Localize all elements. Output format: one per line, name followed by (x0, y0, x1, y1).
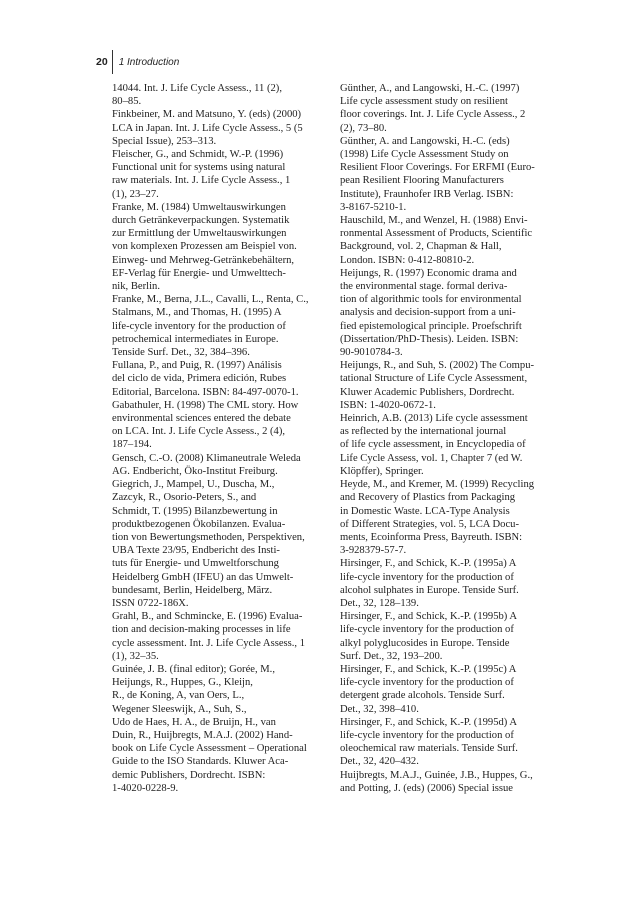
reference-line: oleochemical raw materials. Tenside Surf. (340, 743, 518, 755)
reference-line: Einweg- und Mehrweg-Getränkebehältern, (112, 254, 295, 266)
reference-line: Finkbeiner, M. and Matsuno, Y. (eds) (2000) (112, 109, 302, 121)
reference-entry (112, 663, 336, 795)
reference-line: of Different Strategies, vol. 5, LCA Docu- (340, 518, 519, 530)
reference-line: Günther, A. and Langowski, H.-C. (eds) (340, 135, 510, 147)
reference-line: on LCA. Int. J. Life Cycle Assess., 2 (4), (112, 426, 286, 438)
reference-line: Resilient Floor Coverings. For ERFMI (Euro- (340, 162, 535, 174)
reference-line: 90-9010784-3. (340, 347, 403, 359)
reference-line: Life cycle assessment study on resilient (340, 96, 508, 108)
reference-line: Grahl, B., and Schmincke, E. (1996) Evalua- (112, 611, 303, 623)
reference-entry (112, 610, 336, 663)
reference-line: AG. Endbericht, Öko-Institut Freiburg. (112, 465, 278, 477)
reference-line: (1), 23–27. (112, 188, 159, 200)
reference-entry (340, 663, 562, 716)
page-header (96, 49, 179, 75)
reference-line: in Domestic Waste. LCA-Type Analysis (340, 505, 510, 517)
right-column (340, 82, 562, 795)
reference-entry (112, 148, 336, 201)
reference-line: ISSN 0722-186X. (112, 597, 189, 609)
reference-line: ments, Ecoinforma Press, Bayreuth. ISBN: (340, 531, 523, 543)
reference-entry (112, 478, 336, 610)
reference-line: Guinée, J. B. (final editor); Gorée, M., (112, 663, 275, 675)
reference-line: Heyde, M., and Kremer, M. (1999) Recycling (340, 479, 535, 491)
reference-line: Tenside Surf. Det., 32, 384–396. (112, 347, 250, 359)
reference-line: life-cycle inventory for the production of (112, 320, 286, 332)
reference-line: Institute), Fraunhofer IRB Verlag. ISBN: (340, 188, 514, 200)
reference-line: alcohol sulphates in Europe. Tenside Surf. (340, 584, 519, 596)
reference-line: the environmental stage. formal deriva- (340, 281, 508, 293)
reference-line: Schmidt, T. (1995) Bilanzbewertung in (112, 505, 278, 517)
reference-line: floor coverings. Int. J. Life Cycle Assess., 2 (340, 109, 526, 121)
reference-entry (340, 557, 562, 610)
reference-line: Hirsinger, F., and Schick, K.-P. (1995d) A (340, 716, 518, 728)
reference-line: bundesamt, Berlin, Heidelberg, März. (112, 584, 273, 596)
reference-line: Kluwer Academic Publishers, Dordrecht. (340, 386, 515, 398)
reference-entry (112, 399, 336, 452)
reference-line: Franke, M. (1984) Umweltauswirkungen (112, 201, 286, 213)
reference-line: 14044. Int. J. Life Cycle Assess., 11 (2), (112, 83, 282, 94)
reference-line: Stalmans, M., and Thomas, H. (1995) A (112, 307, 282, 319)
reference-line: durch Getränkeverpackungen. Systematik (112, 215, 290, 227)
reference-line: (Dissertation/PhD-Thesis). Leiden. ISBN: (340, 333, 519, 345)
reference-entry (340, 135, 562, 214)
reference-line: Guide to the ISO Standards. Kluwer Aca- (112, 756, 289, 768)
reference-line: Special Issue), 253–313. (112, 135, 217, 147)
page-number: 20 (96, 56, 108, 68)
reference-line: as reflected by the international journal (340, 426, 507, 438)
running-head: 1 Introduction (118, 56, 180, 68)
reference-line: tational Structure of Life Cycle Assessment, (340, 373, 528, 385)
reference-entry (112, 82, 336, 108)
reference-entry (112, 293, 336, 359)
reference-line: R., de Koning, A, van Oers, L., (112, 690, 245, 702)
reference-line: Franke, M., Berna, J.L., Cavalli, L., Renta, C., (112, 294, 309, 306)
reference-line: and Potting, J. (eds) (2006) Special issue (340, 782, 514, 794)
reference-line: Giegrich, J., Mampel, U., Duscha, M., (112, 479, 275, 491)
reference-line: Fullana, P., and Puig, R. (1997) Análisis (112, 360, 282, 372)
reference-entry (340, 214, 562, 267)
reference-line: Heinrich, A.B. (2013) Life cycle assessment (340, 413, 528, 425)
reference-line: Gabathuler, H. (1998) The CML story. How (112, 399, 299, 411)
reference-line: Background, vol. 2, Chapman & Hall, (340, 241, 502, 253)
reference-line: Wegener Sleeswijk, A., Suh, S., (112, 703, 247, 715)
reference-line: Surf. Det., 32, 193–200. (340, 650, 443, 662)
reference-line: Klöpffer), Springer. (340, 465, 424, 477)
reference-line: Hirsinger, F., and Schick, K.-P. (1995b) A (340, 611, 518, 623)
reference-entry (340, 610, 562, 663)
reference-line: life-cycle inventory for the production of (340, 729, 514, 741)
reference-line: Functional unit for systems using natural (112, 162, 286, 174)
reference-line: tuts für Energie- und Umweltforschung (112, 558, 279, 570)
reference-line: 1-4020-0228-9. (112, 782, 179, 794)
reference-line: Life Cycle Assess, vol. 1, Chapter 7 (ed W. (340, 452, 523, 464)
reference-line: Günther, A., and Langowski, H.-C. (1997) (340, 83, 520, 94)
reference-line: ronmental Assessment of Products, Scientific (340, 228, 533, 240)
reference-entry (340, 82, 562, 135)
reference-entry (340, 267, 562, 359)
reference-line: (2), 73–80. (340, 122, 387, 134)
reference-line: environmental sciences entered the debate (112, 413, 291, 425)
reference-line: Udo de Haes, H. A., de Bruijn, H., van (112, 716, 276, 728)
reference-line: tion von Bewertungsmethoden, Perspektiven, (112, 531, 305, 543)
reference-line: demic Publishers, Dordrecht. ISBN: (112, 769, 266, 781)
reference-line: Heidelberg GmbH (IFEU) an das Umwelt- (112, 571, 294, 583)
reference-line: Det., 32, 398–410. (340, 703, 419, 715)
reference-line: Hirsinger, F., and Schick, K.-P. (1995c) A (340, 663, 517, 675)
reference-entry (340, 359, 562, 412)
reference-line: Hirsinger, F., and Schick, K.-P. (1995a) A (340, 558, 517, 570)
reference-line: EF-Verlag für Energie- und Umwelttech- (112, 267, 286, 279)
reference-line: produktbezogenen Ökobilanzen. Evalua- (112, 518, 286, 530)
reference-line: Zazcyk, R., Osorio-Peters, S., and (112, 492, 257, 504)
left-column (112, 82, 336, 795)
reference-line: Heijungs, R., and Suh, S. (2002) The Compu- (340, 360, 535, 372)
reference-line: raw materials. Int. J. Life Cycle Assess., 1 (112, 175, 291, 187)
reference-entry (112, 201, 336, 293)
reference-line: Heijungs, R., Huppes, G., Kleijn, (112, 677, 253, 689)
reference-line: zur Ermittlung der Umweltauswirkungen (112, 228, 287, 240)
reference-line: 3-8167-5210-1. (340, 201, 407, 213)
header-divider (112, 50, 113, 74)
reference-entry (340, 478, 562, 557)
reference-line: analysis and decision-support from a uni- (340, 307, 516, 319)
reference-line: nik, Berlin. (112, 281, 160, 293)
reference-line: Fleischer, G., and Schmidt, W.-P. (1996) (112, 149, 284, 161)
reference-line: tion and decision-making processes in life (112, 624, 291, 636)
reference-line: Heijungs, R. (1997) Economic drama and (340, 267, 517, 279)
reference-entry (112, 108, 336, 148)
reference-line: fied epistemological principle. Proefschrift (340, 320, 522, 332)
reference-line: cycle assessment. Int. J. Life Cycle Assess., 1 (112, 637, 306, 649)
reference-line: 3-928379-57-7. (340, 545, 407, 557)
reference-entry (340, 769, 562, 795)
reference-line: Editorial, Barcelona. ISBN: 84-497-0070-1. (112, 386, 299, 398)
reference-line: 187–194. (112, 439, 152, 451)
reference-line: Det., 32, 128–139. (340, 597, 419, 609)
reference-line: Huijbregts, M.A.J., Guinée, J.B., Huppes, G., (340, 769, 533, 781)
reference-line: Det., 32, 420–432. (340, 756, 419, 768)
reference-line: life-cycle inventory for the production of (340, 571, 514, 583)
reference-line: Gensch, C.-O. (2008) Klimaneutrale Weleda (112, 452, 301, 464)
reference-line: (1), 32–35. (112, 650, 159, 662)
reference-line: pean Resilient Flooring Manufacturers (340, 175, 504, 187)
reference-line: detergent grade alcohols. Tenside Surf. (340, 690, 505, 702)
reference-line: von komplexen Prozessen am Beispiel von. (112, 241, 297, 253)
reference-line: alkyl polyglucosides in Europe. Tenside (340, 637, 510, 649)
reference-entry (340, 716, 562, 769)
reference-line: del ciclo de vida, Primera edición, Rubes (112, 373, 287, 385)
reference-line: London. ISBN: 0-412-80810-2. (340, 254, 475, 266)
reference-entry (340, 412, 562, 478)
reference-line: of life cycle assessment, in Encyclopedia of (340, 439, 526, 451)
reference-line: book on Life Cycle Assessment – Operational (112, 743, 307, 755)
reference-entry (112, 452, 336, 478)
reference-line: 80–85. (112, 96, 142, 108)
reference-line: UBA Texte 23/95, Endbericht des Insti- (112, 545, 280, 557)
reference-line: life-cycle inventory for the production of (340, 677, 514, 689)
reference-line: (1998) Life Cycle Assessment Study on (340, 149, 509, 161)
reference-line: and Recovery of Plastics from Packaging (340, 492, 516, 504)
reference-entry (112, 359, 336, 399)
reference-line: life-cycle inventory for the production of (340, 624, 514, 636)
reference-line: petrochemical intermediates in Europe. (112, 333, 279, 345)
reference-line: Duin, R., Huijbregts, M.A.J. (2002) Hand- (112, 729, 293, 741)
reference-line: tion of algorithmic tools for environmental (340, 294, 522, 306)
reference-line: LCA in Japan. Int. J. Life Cycle Assess., 5 (5 (112, 122, 303, 134)
reference-line: ISBN: 1-4020-0672-1. (340, 399, 436, 411)
reference-line: Hauschild, M., and Wenzel, H. (1988) Envi- (340, 215, 528, 227)
